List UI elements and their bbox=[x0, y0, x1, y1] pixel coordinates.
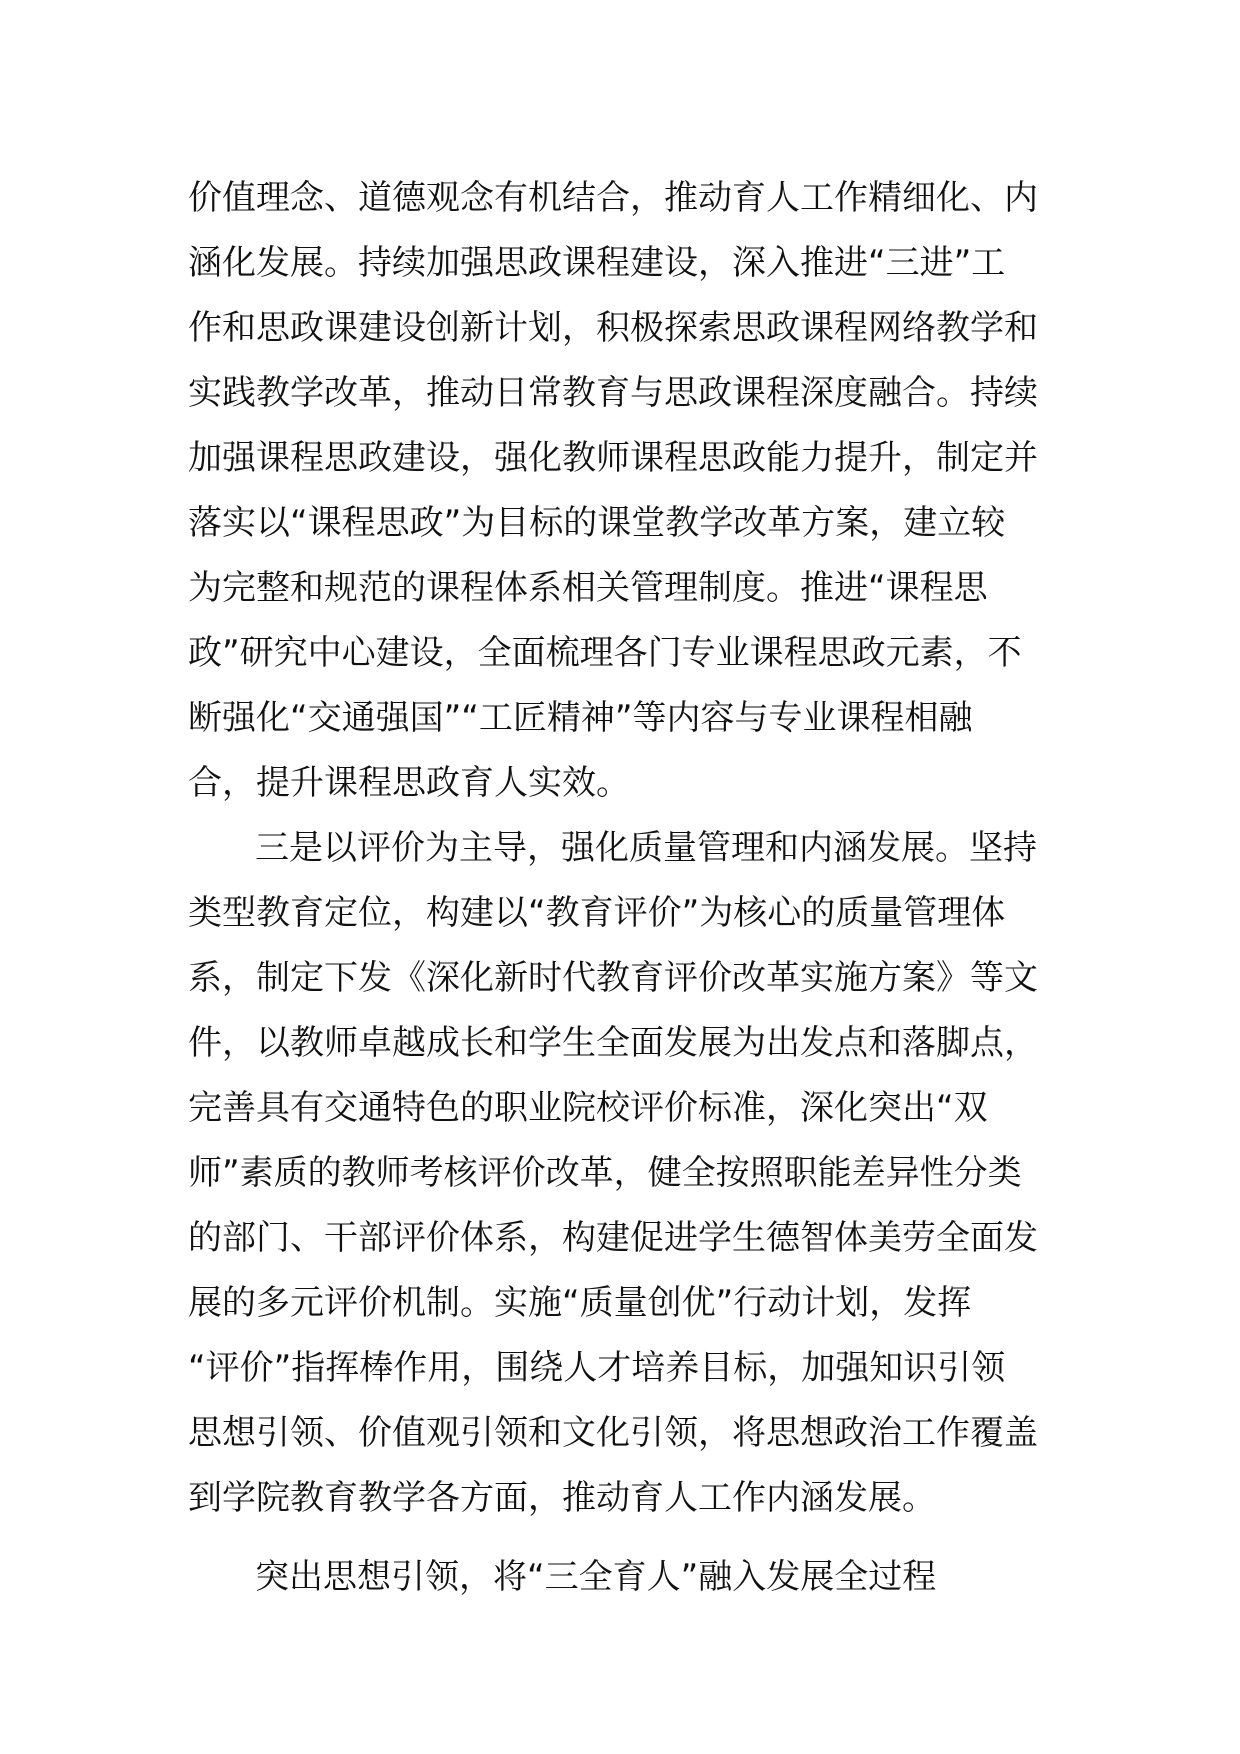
text-line: 的部门、干部评价体系，构建促进学生德智体美劳全面发 bbox=[188, 1218, 1038, 1258]
text-line: 类型教育定位，构建以“教育评价”为核心的质量管理体 bbox=[188, 893, 1006, 933]
text-line: 加强课程思政建设，强化教师课程思政能力提升，制定并 bbox=[188, 438, 1038, 478]
text-line: 展的多元评价机制。实施“质量创优”行动计划，发挥 bbox=[188, 1283, 972, 1323]
text-line: 实践教学改革，推动日常教育与思政课程深度融合。持续 bbox=[188, 373, 1038, 413]
document-body bbox=[188, 166, 1058, 1610]
paragraph-start-line: 三是以评价为主导，强化质量管理和内涵发展。坚持 bbox=[255, 828, 1037, 868]
text-line: 为完整和规范的课程体系相关管理制度。推进“课程思 bbox=[188, 568, 988, 608]
text-line: 断强化“交通强国”“工匠精神”等内容与专业课程相融 bbox=[188, 698, 973, 738]
text-line: 作和思政课建设创新计划，积极探索思政课程网络教学和 bbox=[188, 308, 1038, 348]
text-line: “评价”指挥棒作用，围绕人才培养目标，加强知识引领 bbox=[188, 1348, 1006, 1388]
text-line: 系，制定下发《深化新时代教育评价改革实施方案》等文 bbox=[188, 958, 1038, 998]
text-line: 师”素质的教师考核评价改革，健全按照职能差异性分类 bbox=[188, 1153, 1022, 1193]
text-line: 价值理念、道德观念有机结合，推动育人工作精细化、内 bbox=[188, 178, 1038, 218]
text-line: 件，以教师卓越成长和学生全面发展为出发点和落脚点， bbox=[188, 1023, 1038, 1063]
text-line: 到学院教育教学各方面，推动育人工作内涵发展。 bbox=[188, 1478, 936, 1518]
text-line: 涵化发展。持续加强思政课程建设，深入推进“三进”工 bbox=[188, 243, 1006, 283]
text-line: 政”研究中心建设，全面梳理各门专业课程思政元素，不 bbox=[188, 633, 1022, 673]
text-line: 落实以“课程思政”为目标的课堂教学改革方案，建立较 bbox=[188, 503, 1006, 543]
text-line: 完善具有交通特色的职业院校评价标准，深化突出“双 bbox=[188, 1088, 988, 1128]
text-line: 合，提升课程思政育人实效。 bbox=[188, 763, 630, 803]
text-line: 思想引领、价值观引领和文化引领，将思想政治工作覆盖 bbox=[188, 1413, 1038, 1453]
section-heading: 突出思想引领，将“三全育人”融入发展全过程 bbox=[255, 1557, 937, 1597]
